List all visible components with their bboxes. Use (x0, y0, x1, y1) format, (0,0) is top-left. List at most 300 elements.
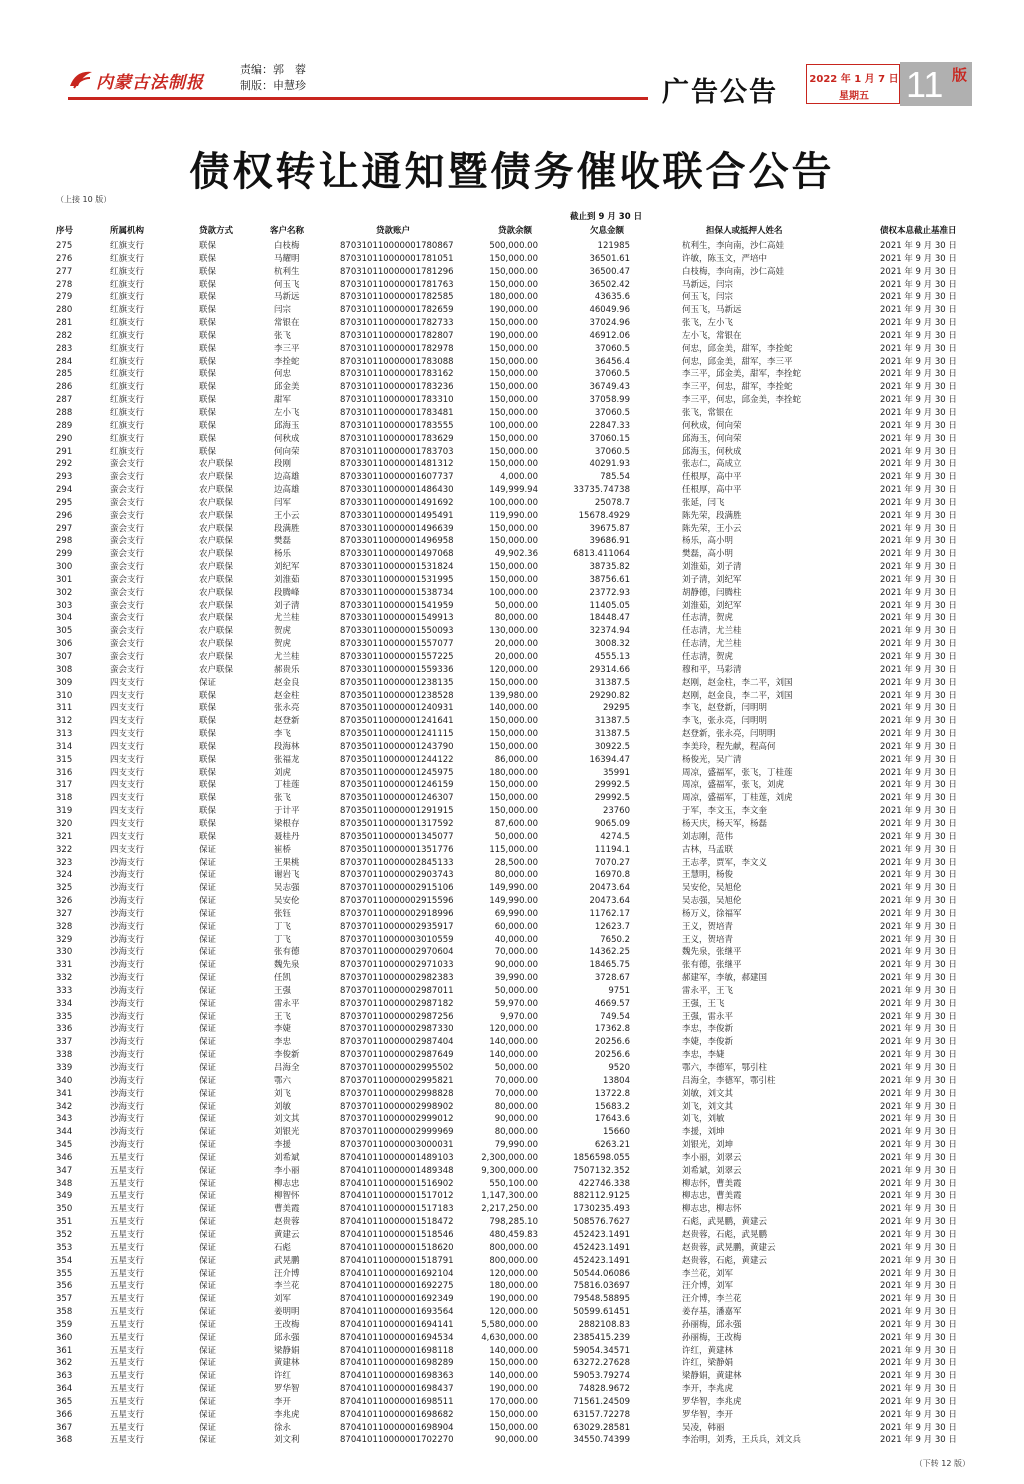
row-name: 何玉飞 (274, 279, 300, 290)
row-org: 五星支行 (110, 1396, 145, 1407)
row-guarantor: 郝建军，李敏，郝建国 (682, 973, 768, 984)
row-org: 红旗支行 (110, 369, 145, 380)
row-balance: 120,000.00 (489, 1307, 538, 1318)
table-row (0, 1139, 1024, 1152)
row-org: 蛮会支行 (110, 626, 145, 637)
row-name: 于计平 (274, 806, 300, 817)
row-method: 农户联保 (199, 536, 234, 547)
row-balance: 120,000.00 (489, 1024, 538, 1035)
row-org: 四支支行 (110, 677, 145, 688)
row-base-date: 2021 年 9 月 30 日 (880, 690, 957, 701)
row-account: 870410110000001516902 (340, 1178, 454, 1189)
row-account: 870370110000002987011 (340, 985, 454, 996)
row-owed: 33735.74738 (573, 485, 630, 496)
row-org: 四支支行 (110, 690, 145, 701)
row-balance: 798,285.10 (489, 1217, 538, 1228)
row-no: 314 (56, 741, 73, 752)
row-owed: 29295 (602, 703, 630, 714)
row-method: 保证 (199, 1345, 217, 1356)
row-balance: 150,000.00 (489, 574, 538, 585)
row-no: 367 (56, 1422, 73, 1433)
row-org: 沙海支行 (110, 1140, 145, 1151)
row-no: 302 (56, 587, 73, 598)
row-base-date: 2021 年 9 月 30 日 (880, 1422, 957, 1433)
row-account: 870330110000001481312 (340, 459, 454, 470)
table-header (0, 208, 1024, 234)
row-guarantor: 吕海全，李德军，鄂引柱 (682, 1075, 776, 1086)
row-method: 联保 (199, 420, 217, 431)
page-suffix: 版 (952, 66, 968, 84)
row-base-date: 2021 年 9 月 30 日 (880, 818, 957, 829)
row-owed: 121985 (597, 241, 630, 251)
row-guarantor: 王强，雷永平 (682, 1011, 734, 1022)
row-account: 870370110000002999012 (340, 1114, 454, 1125)
row-no: 289 (56, 420, 73, 431)
row-guarantor: 张延，闫飞 (682, 497, 725, 508)
row-method: 保证 (199, 1435, 217, 1446)
row-base-date: 2021 年 9 月 30 日 (880, 703, 957, 714)
row-method: 保证 (199, 1229, 217, 1240)
row-no: 276 (56, 253, 73, 264)
layout-line: 制版：申慧珍 (240, 79, 306, 92)
row-org: 沙海支行 (110, 908, 145, 919)
row-no: 315 (56, 754, 73, 765)
row-guarantor: 刘敏，刘文其 (682, 1088, 734, 1099)
row-no: 311 (56, 703, 73, 714)
row-owed: 20256.6 (594, 1050, 630, 1061)
row-method: 联保 (199, 831, 217, 842)
row-name: 杭利生 (274, 266, 300, 277)
row-no: 283 (56, 343, 73, 354)
row-owed: 59054.34571 (573, 1345, 630, 1356)
row-owed: 13804 (602, 1075, 630, 1086)
row-balance: 150,000.00 (489, 382, 538, 393)
row-balance: 149,999.94 (489, 485, 538, 496)
row-base-date: 2021 年 9 月 30 日 (880, 998, 957, 1009)
row-method: 保证 (199, 1050, 217, 1061)
row-method: 联保 (199, 382, 217, 393)
row-name: 曹美霞 (274, 1204, 300, 1215)
row-org: 沙海支行 (110, 973, 145, 984)
row-org: 四支支行 (110, 754, 145, 765)
row-method: 农户联保 (199, 472, 234, 483)
row-method: 保证 (199, 1294, 217, 1305)
row-owed: 36501.61 (589, 253, 630, 264)
row-guarantor: 赵登新，张永亮，闫明明 (682, 729, 776, 740)
row-base-date: 2021 年 9 月 30 日 (880, 1011, 957, 1022)
row-owed: 40291.93 (589, 459, 630, 470)
row-balance: 150,000.00 (489, 806, 538, 817)
row-balance: 150,000.00 (489, 1409, 538, 1420)
row-org: 沙海支行 (110, 1114, 145, 1125)
table-row (0, 240, 1024, 253)
row-base-date: 2021 年 9 月 30 日 (880, 1319, 957, 1330)
row-balance: 180,000.00 (489, 1281, 538, 1292)
row-no: 345 (56, 1140, 73, 1151)
row-method: 联保 (199, 741, 217, 752)
row-owed: 11762.17 (589, 908, 630, 919)
row-name: 甜军 (274, 395, 292, 406)
row-name: 段刚 (274, 459, 292, 470)
row-guarantor: 杨万义，徐福军 (682, 908, 742, 919)
table-row (0, 368, 1024, 381)
row-org: 沙海支行 (110, 960, 145, 971)
row-base-date: 2021 年 9 月 30 日 (880, 1281, 957, 1292)
row-name: 边高雄 (274, 485, 300, 496)
row-base-date: 2021 年 9 月 30 日 (880, 1384, 957, 1395)
row-account: 870370110000003000031 (340, 1140, 454, 1151)
row-no: 281 (56, 318, 73, 329)
row-owed: 29992.5 (594, 780, 630, 791)
table-row (0, 1422, 1024, 1435)
row-owed: 32374.94 (589, 626, 630, 637)
row-org: 沙海支行 (110, 1063, 145, 1073)
row-name: 梁根存 (274, 818, 300, 829)
row-org: 五星支行 (110, 1384, 145, 1395)
row-guarantor: 杨乐，高小明 (682, 536, 734, 547)
row-name: 常银在 (274, 318, 300, 329)
row-balance: 4,000.00 (500, 472, 538, 483)
row-no: 327 (56, 908, 73, 919)
table-row (0, 779, 1024, 792)
row-method: 农户联保 (199, 497, 234, 508)
row-org: 四支支行 (110, 818, 145, 829)
row-owed: 4274.5 (600, 831, 630, 842)
row-base-date: 2021 年 9 月 30 日 (880, 497, 957, 508)
table-row (0, 638, 1024, 651)
row-owed: 36456.4 (594, 356, 630, 367)
table-body (0, 240, 1024, 1447)
row-base-date: 2021 年 9 月 30 日 (880, 574, 957, 585)
table-row (0, 1011, 1024, 1024)
row-method: 联保 (199, 703, 217, 714)
row-account: 870330110000001550093 (340, 626, 454, 637)
row-base-date: 2021 年 9 月 30 日 (880, 1024, 957, 1035)
row-name: 贺虎 (274, 639, 292, 650)
row-guarantor: 李三平，邱金美，甜军，李拴蛇 (682, 369, 802, 380)
row-base-date: 2021 年 9 月 30 日 (880, 600, 957, 611)
table-row (0, 1268, 1024, 1281)
row-name: 贺虎 (274, 626, 292, 637)
row-owed: 9065.09 (594, 818, 630, 829)
row-no: 325 (56, 883, 73, 894)
row-no: 316 (56, 767, 73, 778)
row-base-date: 2021 年 9 月 30 日 (880, 1152, 957, 1163)
row-org: 蛮会支行 (110, 574, 145, 585)
row-base-date: 2021 年 9 月 30 日 (880, 292, 957, 303)
row-org: 四支支行 (110, 844, 145, 855)
row-no: 336 (56, 1024, 73, 1035)
row-guarantor: 刘希斌，刘翠云 (682, 1165, 742, 1176)
row-owed: 36502.42 (589, 279, 630, 290)
row-guarantor: 周凉，盛福军，张飞，刘虎 (682, 780, 785, 791)
row-balance: 150,000.00 (489, 395, 538, 406)
row-guarantor: 梁静娟，黄建林 (682, 1371, 742, 1382)
row-no: 298 (56, 536, 73, 547)
row-method: 联保 (199, 729, 217, 740)
row-owed: 6813.411064 (573, 549, 630, 560)
table-row (0, 1216, 1024, 1229)
row-name: 王改梅 (274, 1319, 300, 1330)
row-balance: 150,000.00 (489, 780, 538, 791)
row-owed: 1856598.055 (573, 1152, 630, 1163)
row-method: 保证 (199, 1384, 217, 1395)
row-account: 870410110000001489348 (340, 1165, 454, 1176)
table-row (0, 1101, 1024, 1114)
row-method: 保证 (199, 1011, 217, 1022)
row-guarantor: 汪介博，刘军 (682, 1281, 734, 1292)
table-row (0, 279, 1024, 292)
row-owed: 15660 (602, 1127, 630, 1138)
row-owed: 9751 (608, 985, 630, 996)
row-org: 蛮会支行 (110, 587, 145, 598)
row-owed: 25078.7 (594, 497, 630, 508)
row-base-date: 2021 年 9 月 30 日 (880, 1435, 957, 1446)
row-guarantor: 任志清，尤兰桂 (682, 639, 742, 650)
row-method: 保证 (199, 1037, 217, 1048)
table-row (0, 959, 1024, 972)
row-account: 870310110000001781763 (340, 279, 454, 290)
row-base-date: 2021 年 9 月 30 日 (880, 896, 957, 907)
row-name: 赵贵蓉 (274, 1217, 300, 1228)
row-base-date: 2021 年 9 月 30 日 (880, 305, 957, 316)
row-balance: 150,000.00 (489, 446, 538, 457)
row-name: 李援 (274, 1140, 292, 1151)
row-balance: 150,000.00 (489, 677, 538, 688)
row-owed: 36500.47 (589, 266, 630, 277)
table-row (0, 523, 1024, 536)
table-row (0, 407, 1024, 420)
row-guarantor: 罗华智，李兆虎 (682, 1396, 742, 1407)
row-balance: 480,459.83 (489, 1229, 538, 1240)
row-name: 马耀明 (274, 253, 300, 264)
row-name: 李俊新 (274, 1050, 300, 1061)
row-base-date: 2021 年 9 月 30 日 (880, 253, 957, 264)
row-guarantor: 樊磊，高小明 (682, 549, 734, 560)
row-no: 329 (56, 934, 73, 945)
row-method: 保证 (199, 1268, 217, 1279)
row-balance: 150,000.00 (489, 729, 538, 740)
table-row (0, 882, 1024, 895)
row-account: 870370110000002845133 (340, 857, 454, 868)
row-method: 保证 (199, 947, 217, 958)
row-no: 296 (56, 510, 73, 521)
row-account: 870330110000001497068 (340, 549, 454, 560)
table-row (0, 471, 1024, 484)
row-account: 870350110000001241641 (340, 716, 454, 727)
row-base-date: 2021 年 9 月 30 日 (880, 369, 957, 380)
row-guarantor: 李治明，刘秀，王兵兵，刘文兵 (682, 1435, 802, 1446)
row-owed: 17362.8 (594, 1024, 630, 1035)
row-org: 沙海支行 (110, 1127, 145, 1138)
row-no: 284 (56, 356, 73, 367)
row-method: 农户联保 (199, 652, 234, 662)
row-name: 石彪 (274, 1242, 292, 1253)
table-row (0, 574, 1024, 587)
row-guarantor: 于军，李文玉，李文奎 (682, 806, 768, 817)
row-org: 红旗支行 (110, 382, 145, 393)
row-name: 尤兰桂 (274, 652, 300, 662)
row-base-date: 2021 年 9 月 30 日 (880, 1229, 957, 1240)
row-no: 275 (56, 241, 73, 251)
row-no: 346 (56, 1152, 73, 1163)
row-base-date: 2021 年 9 月 30 日 (880, 767, 957, 778)
row-base-date: 2021 年 9 月 30 日 (880, 908, 957, 919)
row-owed: 18465.75 (589, 960, 630, 971)
row-no: 353 (56, 1242, 73, 1253)
row-base-date: 2021 年 9 月 30 日 (880, 407, 957, 418)
row-guarantor: 赵贵蓉，石彪，黄建云 (682, 1255, 768, 1266)
table-row (0, 510, 1024, 523)
row-no: 365 (56, 1396, 73, 1407)
row-base-date: 2021 年 9 月 30 日 (880, 1242, 957, 1253)
row-balance: 150,000.00 (489, 253, 538, 264)
row-owed: 39686.91 (589, 536, 630, 547)
row-guarantor: 王义，贺培青 (682, 921, 734, 932)
row-account: 870350110000001244122 (340, 754, 454, 765)
row-balance: 80,000.00 (494, 613, 538, 624)
row-base-date: 2021 年 9 月 30 日 (880, 947, 957, 958)
row-org: 五星支行 (110, 1191, 145, 1202)
row-method: 联保 (199, 241, 217, 251)
row-name: 尤兰桂 (274, 613, 300, 624)
row-guarantor: 王强，王飞 (682, 998, 725, 1009)
row-org: 蛮会支行 (110, 497, 145, 508)
row-no: 301 (56, 574, 73, 585)
row-guarantor: 许红，黄建林 (682, 1345, 734, 1356)
row-no: 347 (56, 1165, 73, 1176)
row-account: 870330110000001491692 (340, 497, 454, 508)
row-owed: 31387.5 (594, 729, 630, 740)
row-base-date: 2021 年 9 月 30 日 (880, 1191, 957, 1202)
row-no: 355 (56, 1268, 73, 1279)
row-owed: 882112.9125 (573, 1191, 630, 1202)
row-no: 290 (56, 433, 73, 444)
row-owed: 14362.25 (589, 947, 630, 958)
row-guarantor: 赵刚，赵金柱，李二平，刘国 (682, 677, 793, 688)
row-base-date: 2021 年 9 月 30 日 (880, 677, 957, 688)
row-owed: 37060.5 (594, 343, 630, 354)
row-guarantor: 吴志强，吴旭伦 (682, 896, 742, 907)
continued-from: （上接 10 版） (56, 195, 112, 204)
header-base-date: 债权本息截止基准日 (880, 226, 957, 236)
row-base-date: 2021 年 9 月 30 日 (880, 857, 957, 868)
header-no: 序号 (56, 226, 74, 236)
row-method: 保证 (199, 857, 217, 868)
row-account: 870310110000001780867 (340, 241, 454, 251)
row-name: 樊磊 (274, 536, 292, 547)
row-owed: 63157.72278 (573, 1409, 630, 1420)
table-row (0, 394, 1024, 407)
row-method: 保证 (199, 1281, 217, 1292)
row-name: 李拴蛇 (274, 356, 300, 367)
header-account: 贷款账户 (376, 226, 411, 236)
row-account: 870350110000001245975 (340, 767, 454, 778)
row-method: 保证 (199, 1319, 217, 1330)
row-no: 320 (56, 818, 73, 829)
row-account: 870410110000001518546 (340, 1229, 454, 1240)
row-owed: 79548.58895 (573, 1294, 630, 1305)
row-base-date: 2021 年 9 月 30 日 (880, 1063, 957, 1073)
table-row (0, 908, 1024, 921)
row-no: 349 (56, 1191, 73, 1202)
row-account: 870330110000001496958 (340, 536, 454, 547)
row-owed: 16394.47 (589, 754, 630, 765)
table-row (0, 1190, 1024, 1203)
row-balance: 150,000.00 (489, 369, 538, 380)
row-owed: 7070.27 (594, 857, 630, 868)
row-balance: 150,000.00 (489, 356, 538, 367)
row-guarantor: 陈先荣，王小云 (682, 523, 742, 534)
row-balance: 119,990.00 (489, 510, 538, 521)
row-org: 红旗支行 (110, 343, 145, 354)
row-balance: 79,990.00 (494, 1140, 538, 1151)
row-method: 联保 (199, 690, 217, 701)
row-guarantor: 孙丽梅，邱永强 (682, 1319, 742, 1330)
table-row (0, 433, 1024, 446)
row-owed: 37060.5 (594, 407, 630, 418)
row-org: 五星支行 (110, 1435, 145, 1446)
table-row (0, 1306, 1024, 1319)
row-account: 870310110000001782807 (340, 330, 454, 341)
editor-line: 责编：郭 蓉 (240, 63, 306, 76)
row-base-date: 2021 年 9 月 30 日 (880, 1114, 957, 1125)
row-account: 870330110000001549913 (340, 613, 454, 624)
row-base-date: 2021 年 9 月 30 日 (880, 1345, 957, 1356)
row-base-date: 2021 年 9 月 30 日 (880, 536, 957, 547)
row-no: 307 (56, 652, 73, 662)
row-account: 870330110000001559336 (340, 664, 454, 675)
row-name: 黄建林 (274, 1358, 300, 1369)
row-method: 保证 (199, 985, 217, 996)
issue-weekday: 星期五 (839, 91, 869, 102)
row-no: 278 (56, 279, 73, 290)
row-base-date: 2021 年 9 月 30 日 (880, 523, 957, 534)
row-guarantor: 何忠，邱金美，甜军，李三平 (682, 356, 793, 367)
table-row (0, 1332, 1024, 1345)
row-method: 联保 (199, 305, 217, 316)
table-row (0, 818, 1024, 831)
row-no: 334 (56, 998, 73, 1009)
row-guarantor: 白枝梅，李向南，沙仁高娃 (682, 266, 785, 277)
row-no: 282 (56, 330, 73, 341)
row-account: 870310110000001783555 (340, 420, 454, 431)
row-method: 农户联保 (199, 626, 234, 637)
table-row (0, 1203, 1024, 1216)
row-name: 聂桂丹 (274, 831, 300, 842)
row-no: 318 (56, 793, 73, 804)
table-row (0, 1229, 1024, 1242)
row-method: 联保 (199, 330, 217, 341)
row-org: 蛮会支行 (110, 639, 145, 650)
row-org: 沙海支行 (110, 1075, 145, 1086)
row-account: 870410110000001692104 (340, 1268, 454, 1279)
row-balance: 190,000.00 (489, 1384, 538, 1395)
row-guarantor: 古林，马孟联 (682, 844, 734, 855)
row-name: 刘文其 (274, 1114, 300, 1125)
row-no: 313 (56, 729, 73, 740)
row-balance: 190,000.00 (489, 305, 538, 316)
row-balance: 800,000.00 (489, 1255, 538, 1266)
row-no: 319 (56, 806, 73, 817)
row-org: 四支支行 (110, 806, 145, 817)
row-account: 870370110000002935917 (340, 921, 454, 932)
row-guarantor: 李忠，李婕 (682, 1050, 725, 1061)
row-name: 张飞 (274, 330, 292, 341)
row-org: 沙海支行 (110, 998, 145, 1009)
table-row (0, 702, 1024, 715)
row-guarantor: 王志孝，贾军，李文义 (682, 857, 768, 868)
